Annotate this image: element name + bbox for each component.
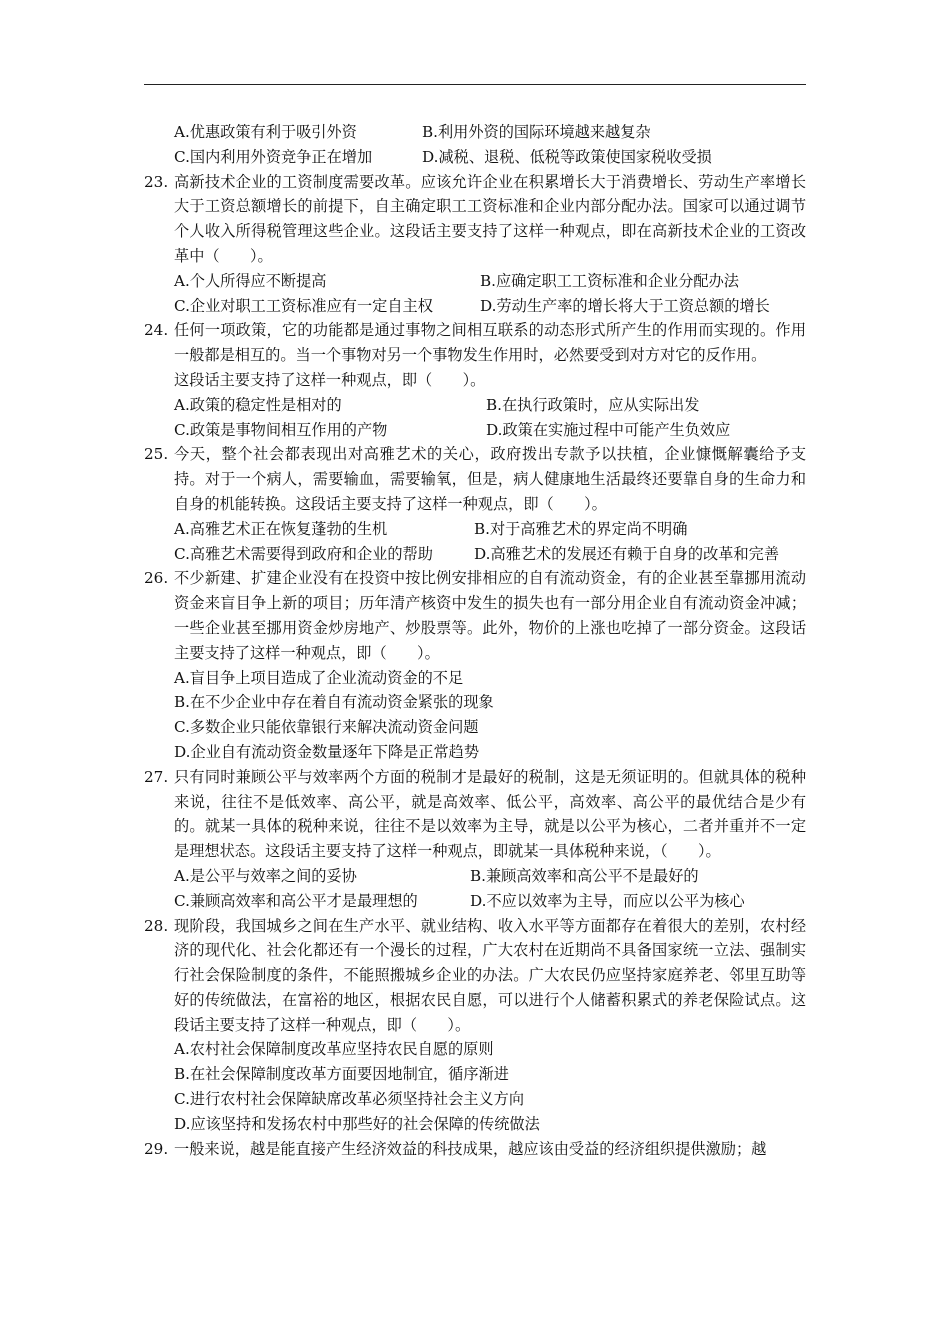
option: A.政策的稳定性是相对的 [174,395,342,414]
option: A.高雅艺术正在恢复蓬勃的生机 [174,519,388,538]
question-text: 今天，整个社会都表现出对高雅艺术的关心，政府拨出专款予以扶植，企业慷慨解囊给予支持。对于一个病人，需要输血，需要输氧，但是，病人健康地生活最终还要靠自身的生命力和自身的机能转换。这段话主要支持了这样一种观点，即（ ）。 [174,445,806,513]
option: B.应确定职工工资标准和企业分配办法 [480,271,739,290]
question-28 [144,914,806,1038]
option-row [144,393,806,418]
question-text: 一般来说，越是能直接产生经济效益的科技成果，越应该由受益的经济组织提供激励；越 [174,1139,767,1158]
option: D.劳动生产率的增长将大于工资总额的增长 [480,296,770,315]
header-rule [144,84,806,85]
question-text: 现阶段，我国城乡之间在生产水平、就业结构、收入水平等方面都存在着很大的差别，农村经济的现代化、社会化都还有一个漫长的过程，广大农村在近期尚不具备国家统一立法、强制实行社会保险制度的条件，不能照搬城乡企业的办法。广大农民仍应坚持家庭养老、邻里互助等好的传统做法，在富裕的地区，根据农民自愿，可以进行个人储蓄积累式的养老保险试点。这段话主要支持了这样一种观点，即（ ）。 [174,916,806,1034]
question-number: 26. [144,569,169,588]
option-row [144,269,806,294]
option: B.在社会保障制度改革方面要因地制宜，循序渐进 [174,1065,509,1084]
option: A.盲目争上项目造成了企业流动资金的不足 [174,668,464,687]
option-row [144,294,806,319]
question-26 [144,566,806,665]
option-row [144,889,806,914]
question-text: 只有同时兼顾公平与效率两个方面的税制才是最好的税制，这是无须证明的。但就具体的税种来说，往往不是低效率、高公平，就是高效率、低公平，高效率、高公平的最优结合是少有的。就某一具体的税种来说，往往不是以效率为主导，就是以公平为核心，二者并重并不一定是理想状态。这段话主要支持了这样一种观点，即就某一具体税种来说，（ ）。 [174,767,806,861]
option: C.企业对职工工资标准应有一定自主权 [174,296,433,315]
option-row [144,418,806,443]
option: B.利用外资的国际环境越来越复杂 [422,123,651,141]
question-25 [144,442,806,516]
option-row [144,145,806,170]
option-row [144,542,806,567]
option: C.国内利用外资竞争正在增加 [174,147,373,166]
option: B.对于高雅艺术的界定尚不明确 [474,519,688,538]
option: D.政策在实施过程中可能产生负效应 [486,420,731,439]
option: C.进行农村社会保障缺席改革必须坚持社会主义方向 [174,1090,525,1109]
option: B.兼顾高效率和高公平不是最好的 [470,866,699,885]
question-text: 任何一项政策，它的功能都是通过事物之间相互联系的动态形式所产生的作用而实现的。作用一般都是相互的。当一个事物对另一个事物发生作用时，必然要受到对方对它的反作用。 [174,321,806,365]
option-row [144,517,806,542]
question-prompt: 这段话主要支持了这样一种观点，即（ ）。 [174,370,486,389]
question-text: 高新技术企业的工资制度需要改革。应该允许企业在积累增长大于消费增长、劳动生产率增长大于工资总额增长的前提下，自主确定职工工资标准和企业内部分配办法。国家可以通过调节个人收入所得税管理这些企业。这段话主要支持了这样一种观点，即在高新技术企业的工资改革中（ ）。 [174,172,806,265]
question-23 [144,170,806,269]
option: B.在不少企业中存在着自有流动资金紧张的现象 [174,693,494,712]
option: C.多数企业只能依靠银行来解决流动资金问题 [174,718,479,737]
question-number: 25. [144,445,169,464]
option-row [144,120,806,145]
option: D.应该坚持和发扬农村中那些好的社会保障的传统做法 [174,1114,540,1133]
question-number: 24. [144,321,169,340]
option: A.是公平与效率之间的妥协 [174,866,357,885]
question-number: 27. [144,767,169,786]
question-number: 29. [144,1139,169,1158]
option: D.不应以效率为主导，而应以公平为核心 [470,891,745,910]
option-row [144,864,806,889]
option: B.在执行政策时，应从实际出发 [486,395,700,414]
option: D.企业自有流动资金数量逐年下降是正常趋势 [174,742,480,761]
option: A.个人所得应不断提高 [174,271,327,290]
option: C.政策是事物间相互作用的产物 [174,420,388,439]
option: D.高雅艺术的发展还有赖于自身的改革和完善 [474,544,780,563]
option: C.兼顾高效率和高公平才是最理想的 [174,891,418,910]
option: C.高雅艺术需要得到政府和企业的帮助 [174,544,433,563]
option: A.农村社会保障制度改革应坚持农民自愿的原则 [174,1040,494,1059]
document-body [144,120,806,1161]
option: A.优惠政策有利于吸引外资 [174,123,357,141]
question-number: 28. [144,916,169,935]
question-number: 23. [144,172,169,191]
question-text: 不少新建、扩建企业没有在投资中按比例安排相应的自有流动资金，有的企业甚至靠挪用流动资金来盲目争上新的项目；历年清产核资中发生的损失也有一部分用企业自有流动资金冲减；一些企业甚至挪用资金炒房地产、炒股票等。此外，物价的上涨也吃掉了一部分资金。这段话主要支持了这样一种观点，即（ ）。 [174,569,806,662]
question-24 [144,318,806,368]
option: D.减税、退税、低税等政策使国家税收受损 [422,147,712,166]
question-27 [144,765,806,864]
question-29 [144,1137,806,1162]
